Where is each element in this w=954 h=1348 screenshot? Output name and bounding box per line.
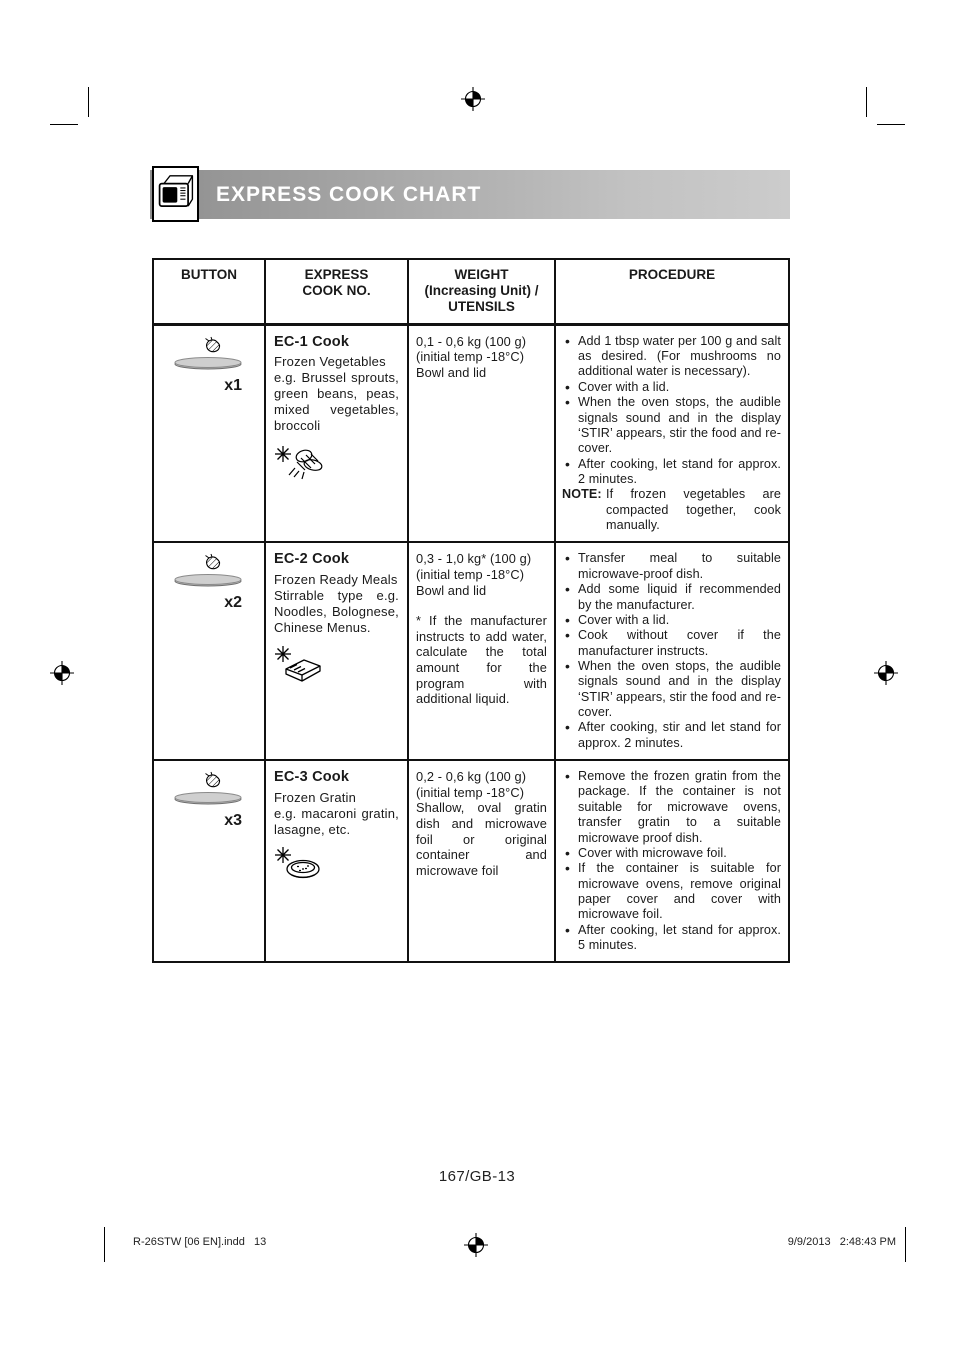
food-blob [206,554,220,569]
procedure-bullet: • Transfer meal to suitable microwave-proof dish. [562,551,781,582]
procedure-list [562,769,781,953]
procedure-cell [556,326,788,542]
weight-line: 0,3 - 1,0 kg* (100 g) [416,551,532,567]
weight-cell [409,326,556,542]
cook-description [274,790,399,838]
crop-mark [866,87,867,117]
procedure-bullet: • Remove the frozen gratin from the package. If the container is not suitable for microwave ovens, transfer gratin to a suitable microwave proof dish. [562,769,781,846]
button-press-count: x3 [224,812,242,830]
procedure-bullet: • Cover with a lid. [562,380,781,395]
procedure-bullet: • Add 1 tbsp water per 100 g and salt as desired. (For mushrooms no additional water is necessary). [562,334,781,380]
cook-description-line: Frozen Vegetables [274,354,386,370]
section-banner [150,170,790,219]
procedure-bullet: • When the oven stops, the audible signals sound and in the display ‘STIR’ appears, stir the food and re-cover. [562,395,781,456]
food-blob [206,772,220,787]
procedure-list [562,334,781,488]
cook-no-cell [266,761,409,961]
cook-description-line: Frozen Gratin [274,789,357,805]
table-row [154,543,788,761]
crop-mark [104,1227,105,1262]
button-press-count: x2 [224,594,242,612]
cook-description [274,354,399,433]
procedure-bullet: • After cooking, let stand for approx. 5 minutes. [562,923,781,954]
procedure-note [562,487,781,533]
crop-mark [88,87,89,117]
cook-no-title: EC-1 Cook [274,333,350,350]
button-cell [154,543,266,759]
cook-no-cell [266,543,409,759]
page-number: 167/GB-13 [438,1168,516,1185]
column-header-cook-no: EXPRESS COOK NO. [266,260,409,323]
weight-cell [409,543,556,759]
footer-timestamp: 9/9/2013 2:48:43 PM [787,1236,896,1248]
food-icon-wrap [274,443,399,483]
weight-line: * If the manufacturer instructs to add water, calculate the total amount for the program with additional liquid. [416,613,547,707]
weight-line: Bowl and lid [416,364,487,380]
table-body [154,326,788,962]
cook-description-line: e.g. macaroni gratin, lasagne, etc. [274,805,399,837]
procedure-bullet: • When the oven stops, the audible signals sound and in the display ‘STIR’ appears, stir the food and re-cover. [562,659,781,720]
cook-no-title: EC-3 Cook [274,769,350,786]
frozen-vegetables-icon [274,443,326,483]
column-header-button: BUTTON [154,260,266,323]
table-row [154,761,788,961]
weight-line: (initial temp -18°C) [416,349,525,365]
cook-description-line: Frozen Ready Meals [274,572,398,588]
registration-mark-right [874,661,898,685]
crop-mark [905,1227,906,1262]
column-header-weight: WEIGHT (Increasing Unit) / UTENSILS [409,260,556,323]
weight-line: (initial temp -18°C) [416,567,525,583]
express-cook-button-icon [171,771,247,809]
cook-no-title: EC-2 Cook [274,551,350,568]
procedure-bullet: • If the container is suitable for microwave ovens, remove original paper cover and cover with microwave foil. [562,861,781,922]
weight-line: 0,1 - 0,6 kg (100 g) [416,333,527,349]
procedure-cell [556,761,788,961]
weight-line: (initial temp -18°C) [416,784,525,800]
food-blob [206,337,220,352]
button-cell [154,761,266,961]
crop-mark [877,124,905,125]
footer-filename: R-26STW [06 EN].indd 13 [133,1236,267,1248]
frozen-ready-meal-icon [274,645,326,685]
registration-mark-top [461,87,485,111]
page-title: EXPRESS COOK CHART [216,183,482,206]
cook-description-line: Stirrable type e.g. Noodles, Bolognese, Chinese Menus. [274,587,399,635]
procedure-bullet: • After cooking, stir and let stand for approx. 2 minutes. [562,720,781,751]
table-header-row [154,260,788,326]
weight-line: 0,2 - 0,6 kg (100 g) [416,769,527,785]
procedure-bullet: • Cover with a lid. [562,613,781,628]
food-icon-wrap [274,645,399,685]
table-row [154,326,788,544]
frozen-gratin-icon [274,846,326,886]
button-cell [154,326,266,542]
weight-cell [409,761,556,961]
procedure-bullet: • After cooking, let stand for approx. 2 minutes. [562,457,781,488]
registration-mark-left [50,661,74,685]
button-press-count: x1 [224,376,242,394]
weight-line [416,598,547,613]
weight-utensils [416,551,547,706]
express-cook-button-icon [171,553,247,591]
weight-utensils [416,334,547,381]
procedure-bullet: • Cook without cover if the manufacturer instructs. [562,628,781,659]
cook-description-line: e.g. Brussel sprouts, green beans, peas, mixed vegetables, broccoli [274,370,399,433]
microwave-icon [152,166,199,222]
weight-line: Shallow, oval gratin dish and microwave foil or original container and microwave foil [416,800,547,878]
column-header-procedure: PROCEDURE [628,267,716,282]
cook-description [274,572,399,635]
note-label: NOTE: [562,487,602,502]
procedure-list [562,551,781,751]
procedure-cell [556,543,788,759]
express-cook-table [152,258,790,963]
procedure-bullet: • Add some liquid if recommended by the manufacturer. [562,582,781,613]
weight-utensils [416,769,547,878]
note-text: If frozen vegetables are compacted together, cook manually. [606,487,781,533]
food-icon-wrap [274,846,399,886]
weight-line: Bowl and lid [416,582,487,598]
crop-mark [50,124,78,125]
cook-no-cell [266,326,409,542]
express-cook-button-icon [171,336,247,374]
registration-mark-bottom [464,1233,488,1257]
procedure-bullet: • Cover with microwave foil. [562,846,781,861]
